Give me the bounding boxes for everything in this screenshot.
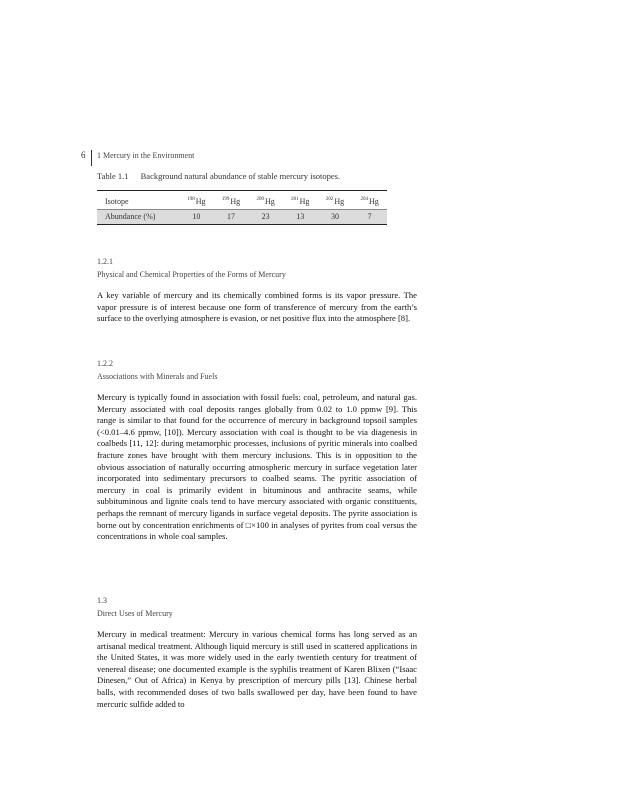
isotope-cell: $^{202}$Hg	[325, 197, 345, 206]
body-paragraph: Mercury in medical treatment: Mercury in various chemical forms has long served as an artisanal medical treatment. Although liquid mercury is still used in scattered applications in the United States, it was more widely used in the early twentieth century for treatment of venereal disease; one documented example is the syphilis treatment of Karen Blixen (“Isaac Dinesen,” Out of Africa) in Kenya by prescription of mercury pills [13]. Chinese herbal balls, with recommended doses of two balls swallowed per day, have been found to have mercuric sulfide added to	[97, 629, 417, 709]
table-header-cell: Isotope	[105, 197, 129, 206]
table-row	[97, 210, 387, 225]
section-heading	[97, 594, 173, 620]
header-divider	[91, 150, 92, 166]
section-number: 1.3	[97, 596, 107, 605]
table-title: Background natural abundance of stable mercury isotopes.	[140, 171, 341, 181]
section-heading	[97, 255, 286, 281]
running-title: 1 Mercury in the Environment	[97, 151, 195, 160]
abundance-cell: 7	[352, 210, 387, 225]
isotope-abundance-table	[97, 190, 387, 225]
abundance-cell: 23	[248, 210, 283, 225]
abundance-cell: 17	[214, 210, 249, 225]
section-title: Associations with Minerals and Fuels	[97, 372, 218, 381]
section-title: Physical and Chemical Properties of the Forms of Mercury	[97, 270, 286, 279]
table-label: Table 1.1	[97, 171, 129, 181]
section-number: 1.2.2	[97, 359, 113, 368]
isotope-cell: $^{199}$Hg	[221, 197, 241, 206]
section-heading	[97, 357, 217, 383]
isotope-cell: $^{198}$Hg	[187, 197, 206, 206]
abundance-cell: 30	[318, 210, 353, 225]
page-number: 6	[81, 150, 86, 160]
isotope-cell: $^{204}$Hg	[360, 197, 379, 206]
abundance-cell: 10	[179, 210, 214, 225]
body-paragraph: Mercury is typically found in association with fossil fuels: coal, petroleum, and natural gas. Mercury associated with coal deposits ranges globally from 0.02 to 1.0 ppmw [9]. This range is similar to that found for the occurrence of mercury in background topsoil samples (<0.01–4.6 ppmw, [10]). Mercury association with coal is thought to be via diagenesis in coalbeds [11, 12]: during metamorphic processes, inclusions of pyritic minerals into coalbed fracture zones have brought with them mercury inclusions. This is in opposition to the obvious association of naturally occurring atmospheric mercury in surface vegetation later incorporated into sedimentary precursors to coalbed seams. The pyritic association of mercury in coal is primarily evident in bituminous and anthracite seams, while subbituminous and lignite coals tend to have mercury associated with organic constituents, perhaps the remnant of mercury ligands in surface vegetal deposits. The pyrite association is borne out by concentration enrichments of □×100 in analyses of pyrites from coal versus the concentrations in whole coal samples.	[97, 392, 417, 542]
body-paragraph: A key variable of mercury and its chemically combined forms is its vapor pressure. The vapor pressure is of interest because one form of transference of mercury from the earth’s surface to the overlying atmosphere is evasion, or net positive flux into the atmosphere [8].	[97, 290, 417, 324]
isotope-cell: $^{200}$Hg	[256, 197, 275, 206]
table-header-row	[97, 191, 387, 210]
section-number: 1.2.1	[97, 257, 113, 266]
table-caption	[97, 171, 340, 181]
section-title: Direct Uses of Mercury	[97, 609, 173, 618]
table-row-label: Abundance (%)	[97, 210, 179, 225]
isotope-cell: $^{201}$Hg	[291, 197, 310, 206]
abundance-cell: 13	[283, 210, 318, 225]
